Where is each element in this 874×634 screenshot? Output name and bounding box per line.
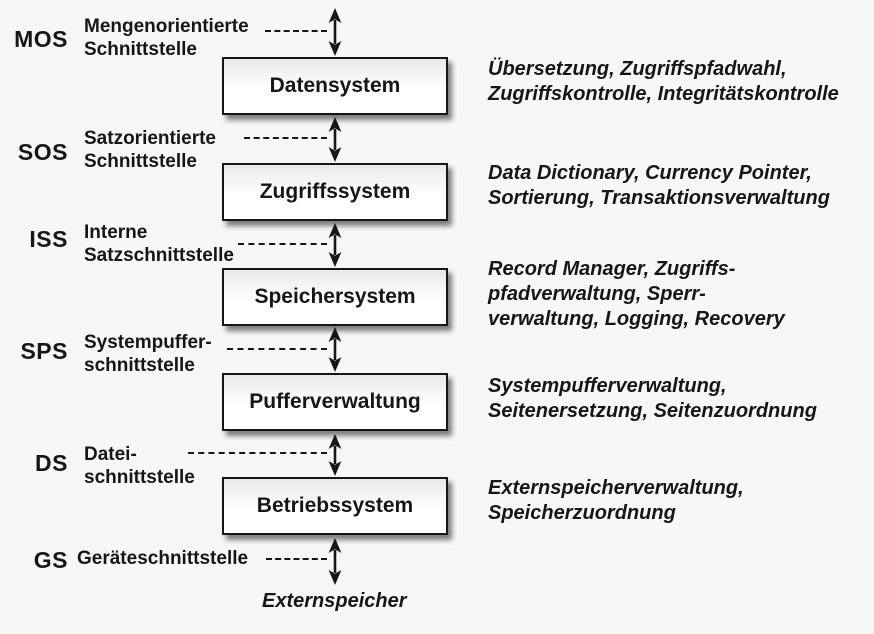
double-arrow-icon: [327, 117, 343, 162]
function-line: Zugriffskontrolle, Integritätskontrolle: [488, 83, 839, 105]
double-arrow-icon: [327, 434, 343, 476]
interface-label-mos: [84, 15, 249, 61]
interface-line: Schnittstelle: [84, 39, 197, 60]
layer-box-zugriffssystem: Zugriffssystem: [222, 163, 448, 221]
double-arrow-icon: [327, 8, 343, 56]
function-line: verwaltung, Logging, Recovery: [488, 308, 785, 330]
abbr-label-mos: MOS: [14, 26, 68, 52]
double-arrow-icon: [327, 538, 343, 585]
interface-label-gs: [77, 547, 248, 570]
interface-line: Systempuffer-: [84, 332, 212, 353]
interface-label-sos: [84, 127, 216, 173]
layer-box-speichersystem: Speichersystem: [222, 268, 448, 326]
functions-speichersystem: [488, 257, 785, 332]
dashed-connector-gs: [266, 558, 327, 560]
interface-line: Datei-: [84, 444, 137, 465]
dashed-connector-iss: [238, 243, 327, 245]
interface-line: Mengenorientierte: [84, 16, 249, 37]
interface-line: Satzorientierte: [84, 128, 216, 149]
function-line: Übersetzung, Zugriffspfadwahl,: [488, 58, 787, 80]
dashed-connector-sos: [244, 137, 327, 139]
interface-label-ds: [84, 443, 195, 489]
abbr-label-sos: SOS: [17, 139, 68, 165]
double-arrow-icon: [327, 223, 343, 267]
layer-box-datensystem: Datensystem: [222, 57, 448, 115]
abbr-label-iss: ISS: [29, 226, 68, 252]
abbr-label-ds: DS: [35, 450, 68, 476]
layer-box-betriebssystem: Betriebssystem: [222, 477, 448, 535]
functions-betriebssystem: [488, 476, 744, 526]
function-line: pfadverwaltung, Sperr-: [488, 283, 706, 305]
function-line: Externspeicherverwaltung,: [488, 477, 744, 499]
abbr-label-gs: GS: [33, 547, 68, 573]
double-arrow-icon: [327, 327, 343, 372]
interface-line: schnittstelle: [84, 467, 195, 488]
dashed-connector-ds: [188, 452, 327, 454]
function-line: Seitenersetzung, Seitenzuordnung: [488, 400, 817, 422]
function-line: Record Manager, Zugriffs-: [488, 258, 736, 280]
interface-label-iss: [84, 221, 234, 267]
interface-line: schnittstelle: [84, 355, 195, 376]
dashed-connector-mos: [265, 30, 327, 32]
abbr-label-sps: SPS: [20, 338, 68, 364]
functions-pufferverwaltung: [488, 374, 817, 424]
interface-line: Geräteschnittstelle: [77, 548, 249, 569]
function-line: Speicherzuordnung: [488, 502, 676, 524]
layer-box-pufferverwaltung: Pufferverwaltung: [222, 373, 448, 431]
interface-line: Interne: [84, 222, 148, 243]
functions-datensystem: [488, 57, 839, 107]
interface-label-sps: [84, 331, 212, 377]
dashed-connector-sps: [227, 348, 327, 350]
interface-line: Satzschnittstelle: [84, 245, 234, 266]
interface-line: Schnittstelle: [84, 151, 197, 172]
externspeicher-label: Externspeicher: [262, 590, 407, 612]
functions-zugriffssystem: [488, 161, 830, 211]
function-line: Data Dictionary, Currency Pointer,: [488, 162, 812, 184]
function-line: Systempufferverwaltung,: [488, 375, 727, 397]
function-line: Sortierung, Transaktionsverwaltung: [488, 187, 830, 209]
